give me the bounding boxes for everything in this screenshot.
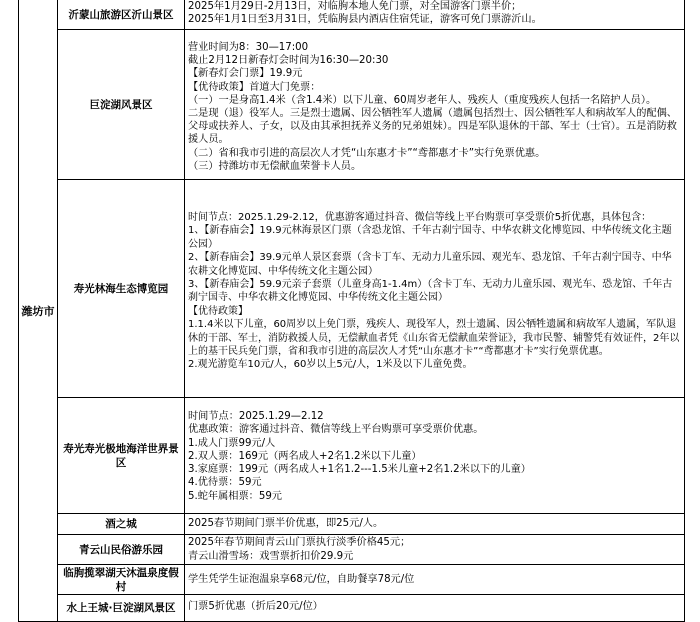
attraction-name-cell <box>58 398 185 514</box>
attraction-desc-cell <box>185 535 685 565</box>
attraction-name-cell <box>58 180 185 398</box>
desc-line: 优惠政策：游客通过抖音、微信等线上平台购票可享受票价优惠。 <box>188 424 484 436</box>
desc-line: 3.家庭票：199元（两名成人+1名1.2---1.5米儿童+2名1.2米以下的儿童） <box>188 464 531 476</box>
city-label: 潍坊市 <box>21 304 55 318</box>
attraction-name-cell <box>58 514 185 535</box>
attraction-name: 青云山民俗游乐园 <box>79 543 163 556</box>
attraction-desc-cell <box>185 595 685 622</box>
desc-line: 4.优待票：59元 <box>188 477 262 489</box>
desc-line: 2.双人票：169元（两名成人+2名1.2米以下儿童） <box>188 450 422 462</box>
attraction-name-cell <box>58 595 185 622</box>
attraction-name: 寿光林海生态博览园 <box>73 282 169 295</box>
desc-line: 【优待政策】 <box>188 305 248 317</box>
desc-line: 1.成人门票99元/人 <box>188 437 276 449</box>
desc-line: 门票5折优惠（折后20元/位） <box>188 601 323 612</box>
desc-line: 青云山滑雪场：戏雪票折扣价29.9元 <box>188 550 354 562</box>
attraction-name: 寿光寿光极地海洋世界景区 <box>63 442 179 469</box>
desc-line: 截止2月12日新春灯会时间为16:30—20:30 <box>188 55 389 67</box>
desc-line: 3、【新春庙会】59.9元亲子套票（儿童身高1-1.4m）（含卡丁车、无动力儿童乐园、观光车、恐龙馆、千年古刹宁国寺、中华农耕文化博览园、中华传统文化主题公园） <box>188 279 673 304</box>
attraction-desc-cell <box>185 565 685 595</box>
desc-line: 营业时间为8：30—17:00 <box>188 42 309 53</box>
attraction-name: 酒之城 <box>105 518 137 530</box>
attraction-name-cell <box>58 30 185 180</box>
desc-line: 【优待政策】首道大门免票： <box>188 81 321 93</box>
attraction-desc-cell <box>185 30 685 180</box>
desc-line: 时间节点：2025.1.29—2.12 <box>188 411 324 422</box>
desc-line: （三）持潍坊市无偿献血荣誉卡人员。 <box>188 160 362 172</box>
desc-line: 二是现（退）役军人。三是烈士遗属、因公牺牲军人遗属（遗属包括烈士、因公牺牲军人和病故军人的配偶、父母或扶养人、子女，以及由其承担抚养义务的兄弟姐妹）。四是军队退休的干部、军士（士官）。五是消防救援人员。 <box>188 108 677 146</box>
attraction-name: 临朐揽翠湖天沐温泉度假村 <box>63 566 179 593</box>
city-cell <box>18 0 58 622</box>
desc-line: 2025年1月29日-2月13日，对临朐本地人免门票，对全国游客门票半价； <box>188 1 522 12</box>
attraction-name: 沂蒙山旅游区沂山景区 <box>68 8 174 21</box>
desc-line: （一）一是身高1.4米（含1.4米）以下儿童、60周岁老年人、残疾人（重度残疾人包括一名陪护人员）。 <box>188 94 657 106</box>
attraction-desc-cell <box>185 398 685 514</box>
attraction-desc-cell <box>185 180 685 398</box>
desc-line: 2025年春节期间青云山门票执行淡季价格45元； <box>188 537 411 548</box>
attraction-name-cell <box>58 0 185 30</box>
desc-line: 学生凭学生证泡温泉享68元/位，自助餐享78元/位 <box>188 574 415 585</box>
attraction-desc-cell <box>185 514 685 535</box>
attraction-name-cell <box>58 565 185 595</box>
desc-line: （二）省和我市引进的高层次人才凭“山东惠才卡”“鸢都惠才卡”实行免票优惠。 <box>188 147 546 159</box>
desc-line: 2025年1月1日至3月31日，凭临朐县内酒店住宿凭证，游客可免门票游沂山。 <box>188 14 542 25</box>
desc-line: 1.1.4米以下儿童，60周岁以上免门票，残疾人、现役军人，烈士遗属、因公牺牲遗属和病故军人遗属，军队退休的干部、军士，消防救援人员，无偿献血者凭《山东省无偿献血荣誉证》，我市民警、辅警凭有效证件，2年以上的基干民兵免门票，省和我市引进的高层次人才凭“山东惠才卡”“鸢都惠才卡”实行免票优惠。 <box>188 319 680 358</box>
attraction-name: 水上王城·巨淀湖风景区 <box>66 602 176 614</box>
attraction-name-cell <box>58 535 185 565</box>
desc-line: 5.蛇年属相票：59元 <box>188 490 282 502</box>
attraction-desc-cell <box>185 0 685 30</box>
desc-line: 【新春灯会门票】19.9元 <box>188 68 303 80</box>
desc-line: 时间节点：2025.1.29-2.12，优惠游客通过抖音、微信等线上平台购票可享受票价5折优惠，具体包含： <box>188 212 652 223</box>
desc-line: 2025春节期间门票半价优惠，即25元/人。 <box>188 518 384 529</box>
desc-line: 2、【新春庙会】39.9元单人景区套票（含卡丁车、无动力儿童乐园、观光车、恐龙馆、千年古刹宁国寺、中华农耕文化博览园、中华传统文化主题公园） <box>188 252 672 277</box>
desc-line: 2.观光游览车10元/人，60岁以上5元/人，1米及以下儿童免费。 <box>188 359 473 371</box>
desc-line: 1、【新春庙会】19.9元林海景区门票（含恐龙馆、千年古刹宁国寺、中华农耕文化博览园、中华传统文化主题公园） <box>188 225 672 250</box>
attraction-name: 巨淀湖风景区 <box>89 98 153 111</box>
